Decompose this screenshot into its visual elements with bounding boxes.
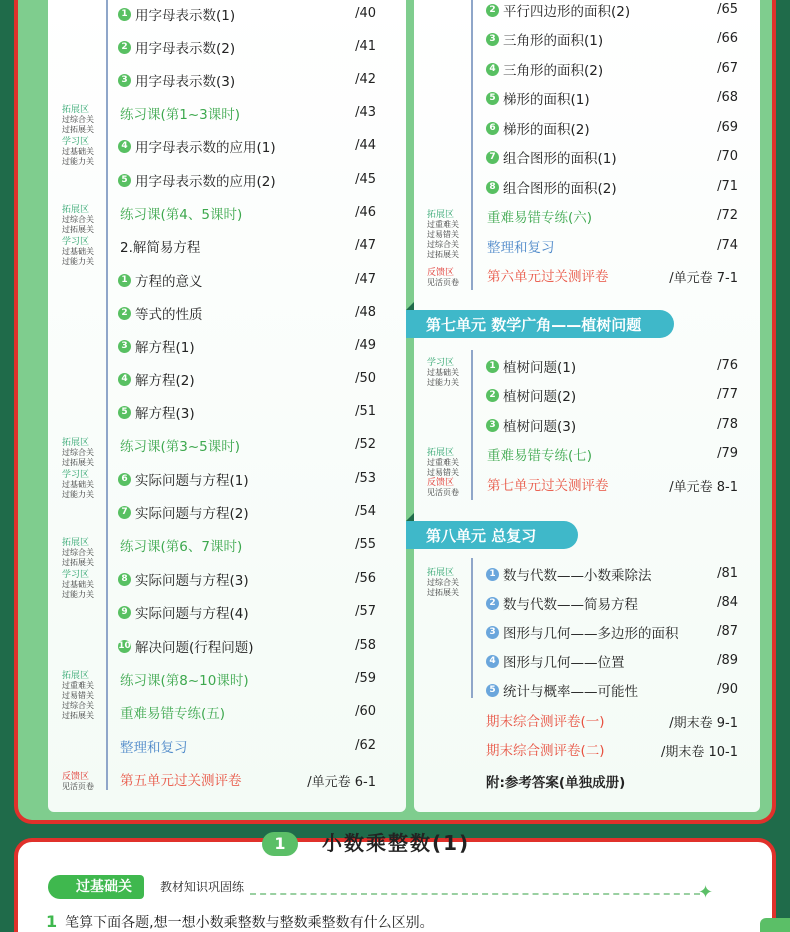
zone-line: 过能力关 bbox=[62, 257, 94, 266]
lesson-number-icon: 1 bbox=[118, 8, 131, 21]
toc-page-number: /87 bbox=[717, 624, 738, 639]
zone-line: 过重难关 bbox=[427, 458, 459, 467]
lesson-number-icon: 6 bbox=[486, 122, 499, 135]
zone-line: 过综合关 bbox=[427, 578, 459, 587]
lesson-title: 小数乘整数(1) bbox=[322, 831, 471, 855]
zone-label bbox=[427, 568, 473, 598]
toc-entry-title: 解方程(2) bbox=[135, 373, 195, 389]
lesson-number-icon: 4 bbox=[118, 373, 131, 386]
zone-line: 过易错关 bbox=[427, 230, 459, 239]
lesson-number-icon: 7 bbox=[486, 151, 499, 164]
toc-page-number: /45 bbox=[355, 172, 376, 187]
toc-entry[interactable] bbox=[118, 1, 235, 27]
toc-entry[interactable] bbox=[118, 133, 276, 159]
lesson-number-icon: 2 bbox=[486, 597, 499, 610]
zone-line: 过基础关 bbox=[62, 580, 94, 589]
toc-page-number: /52 bbox=[355, 437, 376, 452]
question-number: 1 bbox=[46, 912, 58, 931]
toc-page-number: /53 bbox=[355, 471, 376, 486]
question-1 bbox=[46, 912, 434, 932]
zone-label bbox=[427, 478, 473, 498]
toc-entry[interactable] bbox=[486, 736, 605, 762]
toc-page-number: /单元卷 6-1 bbox=[307, 775, 376, 790]
toc-page-number: /单元卷 7-1 bbox=[669, 271, 738, 286]
toc-page-number: /60 bbox=[355, 704, 376, 719]
toc-entry[interactable] bbox=[120, 100, 240, 126]
toc-page-number: /71 bbox=[717, 179, 738, 194]
toc-page-number: /62 bbox=[355, 738, 376, 753]
toc-page-number: /47 bbox=[355, 272, 376, 287]
section-subtitle: 教材知识巩固练 bbox=[160, 880, 245, 894]
lesson-number-icon: 4 bbox=[118, 140, 131, 153]
toc-page-number: /56 bbox=[355, 571, 376, 586]
zone-line: 过重难关 bbox=[427, 220, 459, 229]
toc-entry[interactable] bbox=[120, 200, 242, 226]
toc-entry-title: 用字母表示数的应用(1) bbox=[135, 140, 276, 156]
zone-title: 学习区 bbox=[62, 570, 90, 580]
zone-line: 过拓展关 bbox=[62, 558, 94, 567]
toc-page-number: /单元卷 8-1 bbox=[669, 480, 738, 495]
toc-entry[interactable] bbox=[486, 382, 576, 408]
section-tag: 过基础关 bbox=[48, 875, 144, 899]
toc-entry[interactable] bbox=[486, 0, 630, 23]
unit8-title: 第八单元 总复习 bbox=[426, 526, 537, 545]
toc-page-number: /81 bbox=[717, 566, 738, 581]
zone-label bbox=[427, 268, 473, 288]
toc-page-number: /41 bbox=[355, 39, 376, 54]
toc-page-number: /68 bbox=[717, 90, 738, 105]
toc-entry-title: 练习课(第6、7课时) bbox=[120, 539, 243, 555]
toc-page-number: /48 bbox=[355, 305, 376, 320]
toc-page-number: /72 bbox=[717, 208, 738, 223]
toc-entry-title: 练习课(第3~5课时) bbox=[120, 439, 241, 455]
zone-line: 过基础关 bbox=[62, 480, 94, 489]
zone-line: 过综合关 bbox=[62, 548, 94, 557]
toc-entry-title: 重难易错专练(六) bbox=[487, 210, 593, 226]
toc-entry-title: 解决问题(行程问题) bbox=[135, 640, 254, 656]
zone-title: 拓展区 bbox=[62, 438, 90, 448]
toc-entry[interactable] bbox=[118, 300, 203, 326]
zone-label bbox=[62, 538, 108, 568]
lesson-number-badge: 1 bbox=[262, 832, 298, 856]
toc-entry-title: 练习课(第1~3课时) bbox=[120, 107, 241, 123]
toc-entry[interactable] bbox=[486, 56, 603, 82]
zone-label bbox=[62, 570, 108, 600]
toc-page-number: /67 bbox=[717, 61, 738, 76]
question-text: 笔算下面各题,想一想小数乘整数与整数乘整数有什么区别。 bbox=[65, 915, 434, 931]
zone-label bbox=[427, 210, 473, 260]
lesson-number-icon: 2 bbox=[118, 307, 131, 320]
toc-page-number: /74 bbox=[717, 238, 738, 253]
zone-line: 过基础关 bbox=[427, 368, 459, 377]
lesson-number-icon: 1 bbox=[486, 568, 499, 581]
zone-line: 过能力关 bbox=[62, 490, 94, 499]
zone-title: 拓展区 bbox=[427, 568, 455, 578]
zone-title: 学习区 bbox=[427, 358, 455, 368]
zone-title: 拓展区 bbox=[427, 448, 455, 458]
toc-entry[interactable] bbox=[120, 766, 242, 792]
toc-entry-title: 梯形的面积(2) bbox=[503, 122, 590, 138]
toc-page-number: /90 bbox=[717, 682, 738, 697]
zone-line: 过易错关 bbox=[62, 691, 94, 700]
toc-page-number: /65 bbox=[717, 2, 738, 17]
toc-page-number: /84 bbox=[717, 595, 738, 610]
lesson-number-icon: 8 bbox=[118, 573, 131, 586]
toc-entry-title: 整理和复习 bbox=[487, 240, 555, 256]
zone-label bbox=[62, 470, 108, 500]
toc-page-number: /78 bbox=[717, 417, 738, 432]
toc-entry-title: 实际问题与方程(1) bbox=[135, 473, 249, 489]
toc-entry[interactable] bbox=[486, 619, 679, 645]
zone-line: 过综合关 bbox=[62, 215, 94, 224]
zone-line: 过拓展关 bbox=[62, 125, 94, 134]
zone-line: 见活页卷 bbox=[427, 278, 459, 287]
toc-entry[interactable] bbox=[487, 262, 609, 288]
toc-page-number: /44 bbox=[355, 138, 376, 153]
zone-title: 拓展区 bbox=[62, 538, 90, 548]
toc-entry[interactable] bbox=[120, 233, 200, 259]
lesson-number-icon: 6 bbox=[118, 473, 131, 486]
zone-title: 反馈区 bbox=[427, 478, 455, 488]
toc-entry[interactable] bbox=[486, 174, 617, 200]
zone-line: 过能力关 bbox=[62, 590, 94, 599]
toc-entry[interactable] bbox=[486, 677, 638, 703]
toc-page-number: /79 bbox=[717, 446, 738, 461]
toc-entry-title: 植树问题(1) bbox=[503, 360, 577, 376]
lesson-number-icon: 3 bbox=[486, 626, 499, 639]
lesson-number-icon: 5 bbox=[118, 406, 131, 419]
page-tab bbox=[760, 918, 790, 932]
lesson-number-icon: 9 bbox=[118, 606, 131, 619]
zone-line: 过综合关 bbox=[62, 448, 94, 457]
toc-entry-title: 等式的性质 bbox=[135, 307, 203, 323]
zone-title: 学习区 bbox=[62, 137, 90, 147]
toc-page-number: /69 bbox=[717, 120, 738, 135]
zone-title: 反馈区 bbox=[62, 772, 90, 782]
toc-entry-title: 实际问题与方程(4) bbox=[135, 606, 249, 622]
toc-page-number: /76 bbox=[717, 358, 738, 373]
toc-entry-title: 2.解简易方程 bbox=[120, 240, 201, 256]
toc-page-number: /59 bbox=[355, 671, 376, 686]
zone-label bbox=[62, 105, 108, 135]
toc-entry[interactable] bbox=[486, 144, 617, 170]
toc-page-number: /43 bbox=[355, 105, 376, 120]
zone-label bbox=[62, 671, 108, 721]
toc-entry-title: 重难易错专练(五) bbox=[120, 706, 226, 722]
toc-entry[interactable] bbox=[486, 561, 652, 587]
zone-title: 学习区 bbox=[62, 237, 90, 247]
toc-entry[interactable] bbox=[486, 412, 576, 438]
unit7-title: 第七单元 数学广角——植树问题 bbox=[426, 315, 642, 334]
zone-line: 过基础关 bbox=[62, 147, 94, 156]
toc-entry[interactable] bbox=[120, 532, 242, 558]
dashed-divider bbox=[250, 893, 700, 895]
toc-entry-title: 用字母表示数(3) bbox=[135, 74, 236, 90]
toc-entry-title: 数与代数——简易方程 bbox=[503, 597, 638, 613]
toc-entry[interactable] bbox=[118, 633, 254, 659]
toc-entry[interactable] bbox=[118, 67, 235, 93]
toc-entry-title: 组合图形的面积(2) bbox=[503, 181, 617, 197]
star-icon: ✦ bbox=[698, 882, 714, 903]
toc-entry[interactable] bbox=[118, 599, 249, 625]
toc-entry[interactable] bbox=[486, 768, 625, 794]
toc-entry-title: 实际问题与方程(2) bbox=[135, 506, 249, 522]
toc-entry-title: 第五单元过关测评卷 bbox=[120, 773, 242, 789]
toc-entry-title: 组合图形的面积(1) bbox=[503, 151, 617, 167]
toc-entry-title: 梯形的面积(1) bbox=[503, 92, 590, 108]
toc-entry[interactable] bbox=[118, 566, 249, 592]
toc-entry-title: 三角形的面积(2) bbox=[503, 63, 604, 79]
lesson-number-icon: 4 bbox=[486, 63, 499, 76]
toc-entry[interactable] bbox=[118, 267, 203, 293]
toc-entry-title: 重难易错专练(七) bbox=[487, 448, 593, 464]
toc-page-number: /49 bbox=[355, 338, 376, 353]
toc-entry[interactable] bbox=[118, 167, 276, 193]
zone-line: 过综合关 bbox=[427, 240, 459, 249]
zone-line: 过拓展关 bbox=[62, 458, 94, 467]
lesson-number-icon: 10 bbox=[118, 641, 131, 651]
toc-page-number: /50 bbox=[355, 371, 376, 386]
toc-entry-title: 植树问题(2) bbox=[503, 389, 577, 405]
zone-line: 过能力关 bbox=[427, 378, 459, 387]
toc-entry-title: 方程的意义 bbox=[135, 274, 203, 290]
toc-page-number: /89 bbox=[717, 653, 738, 668]
zone-line: 过拓展关 bbox=[427, 250, 459, 259]
zone-title: 拓展区 bbox=[62, 105, 90, 115]
toc-entry[interactable] bbox=[120, 733, 188, 759]
lesson-number-icon: 5 bbox=[118, 174, 131, 187]
toc-entry[interactable] bbox=[120, 699, 225, 725]
lesson-number-icon: 2 bbox=[486, 4, 499, 17]
zone-title: 拓展区 bbox=[62, 205, 90, 215]
toc-page-number: /57 bbox=[355, 604, 376, 619]
zone-line: 过拓展关 bbox=[427, 588, 459, 597]
zone-label bbox=[62, 237, 108, 267]
toc-page-number: /42 bbox=[355, 72, 376, 87]
toc-entry[interactable] bbox=[486, 707, 605, 733]
zone-title: 学习区 bbox=[62, 470, 90, 480]
lesson-number-icon: 1 bbox=[118, 274, 131, 287]
lesson-number-icon: 2 bbox=[486, 389, 499, 402]
toc-entry[interactable] bbox=[120, 432, 240, 458]
toc-page-number: /58 bbox=[355, 638, 376, 653]
zone-line: 过拓展关 bbox=[62, 711, 94, 720]
lesson-number-icon: 2 bbox=[118, 41, 131, 54]
toc-entry-title: 练习课(第4、5课时) bbox=[120, 207, 243, 223]
toc-page-number: /期末卷 9-1 bbox=[669, 716, 738, 731]
toc-entry[interactable] bbox=[486, 590, 638, 616]
toc-entry-title: 实际问题与方程(3) bbox=[135, 573, 249, 589]
zone-title: 反馈区 bbox=[427, 268, 455, 278]
toc-entry-title: 期末综合测评卷(一) bbox=[486, 714, 605, 730]
toc-entry-title: 三角形的面积(1) bbox=[503, 33, 604, 49]
lesson-number-icon: 7 bbox=[118, 506, 131, 519]
zone-label bbox=[62, 137, 108, 167]
toc-entry-title: 解方程(1) bbox=[135, 340, 195, 356]
zone-label bbox=[62, 205, 108, 235]
toc-entry-title: 整理和复习 bbox=[120, 740, 188, 756]
lesson-number-icon: 3 bbox=[118, 340, 131, 353]
toc-entry-title: 图形与几何——多边形的面积 bbox=[503, 626, 679, 642]
zone-line: 过重难关 bbox=[62, 681, 94, 690]
zone-label bbox=[427, 358, 473, 388]
zone-line: 见活页卷 bbox=[427, 488, 459, 497]
toc-entry-title: 用字母表示数的应用(2) bbox=[135, 174, 276, 190]
toc-entry-title: 练习课(第8~10课时) bbox=[120, 673, 249, 689]
zone-line: 过拓展关 bbox=[62, 225, 94, 234]
toc-entry-title: 用字母表示数(2) bbox=[135, 41, 236, 57]
toc-entry[interactable] bbox=[118, 466, 249, 492]
zone-title: 拓展区 bbox=[427, 210, 455, 220]
lesson-number-icon: 3 bbox=[486, 33, 499, 46]
toc-entry-title: 植树问题(3) bbox=[503, 419, 577, 435]
toc-entry-title: 用字母表示数(1) bbox=[135, 8, 236, 24]
toc-entry-title: 期末综合测评卷(二) bbox=[486, 743, 605, 759]
toc-entry-title: 统计与概率——可能性 bbox=[503, 684, 638, 700]
lesson-number-icon: 5 bbox=[486, 684, 499, 697]
lesson-number-icon: 3 bbox=[118, 74, 131, 87]
unit7-banner bbox=[406, 310, 674, 338]
zone-label bbox=[427, 448, 473, 478]
toc-entry[interactable] bbox=[118, 333, 195, 359]
zone-label bbox=[62, 772, 108, 792]
lesson-number-icon: 1 bbox=[486, 360, 499, 373]
toc-entry-title: 第七单元过关测评卷 bbox=[487, 478, 609, 494]
toc-entry-title: 平行四边形的面积(2) bbox=[503, 4, 631, 20]
zone-line: 过易错关 bbox=[427, 468, 459, 477]
toc-page-number: /47 bbox=[355, 238, 376, 253]
lesson-number-icon: 5 bbox=[486, 92, 499, 105]
toc-entry-title: 图形与几何——位置 bbox=[503, 655, 625, 671]
toc-page-number: /40 bbox=[355, 6, 376, 21]
toc-page-number: /77 bbox=[717, 387, 738, 402]
toc-page-number: /55 bbox=[355, 537, 376, 552]
toc-entry[interactable] bbox=[486, 115, 590, 141]
toc-page-number: /51 bbox=[355, 404, 376, 419]
toc-entry[interactable] bbox=[487, 471, 609, 497]
toc-entry-title: 数与代数——小数乘除法 bbox=[503, 568, 652, 584]
toc-entry[interactable] bbox=[486, 85, 590, 111]
toc-entry-title: 解方程(3) bbox=[135, 406, 195, 422]
zone-line: 过能力关 bbox=[62, 157, 94, 166]
zone-line: 过综合关 bbox=[62, 701, 94, 710]
lesson-number-icon: 3 bbox=[486, 419, 499, 432]
toc-entry[interactable] bbox=[118, 366, 195, 392]
toc-entry[interactable] bbox=[487, 203, 592, 229]
toc-entry[interactable] bbox=[486, 26, 603, 52]
toc-entry[interactable] bbox=[118, 499, 249, 525]
toc-page-number: /54 bbox=[355, 504, 376, 519]
zone-line: 过基础关 bbox=[62, 247, 94, 256]
toc-entry[interactable] bbox=[118, 34, 235, 60]
zone-label bbox=[62, 438, 108, 468]
toc-entry[interactable] bbox=[487, 441, 592, 467]
toc-entry[interactable] bbox=[118, 399, 195, 425]
toc-entry-title: 附:参考答案(单独成册) bbox=[486, 775, 626, 791]
toc-page-number: /66 bbox=[717, 31, 738, 46]
zone-line: 过综合关 bbox=[62, 115, 94, 124]
toc-entry[interactable] bbox=[120, 666, 249, 692]
zone-title: 拓展区 bbox=[62, 671, 90, 681]
toc-entry[interactable] bbox=[486, 353, 576, 379]
toc-entry[interactable] bbox=[486, 648, 625, 674]
toc-entry-title: 第六单元过关测评卷 bbox=[487, 269, 609, 285]
lesson-number-icon: 4 bbox=[486, 655, 499, 668]
toc-page-number: /期末卷 10-1 bbox=[660, 745, 738, 760]
zone-line: 见活页卷 bbox=[62, 782, 94, 791]
toc-page-number: /70 bbox=[717, 149, 738, 164]
unit8-banner bbox=[406, 521, 578, 549]
lesson-number-icon: 8 bbox=[486, 181, 499, 194]
toc-page-number: /46 bbox=[355, 205, 376, 220]
toc-entry[interactable] bbox=[487, 233, 555, 259]
